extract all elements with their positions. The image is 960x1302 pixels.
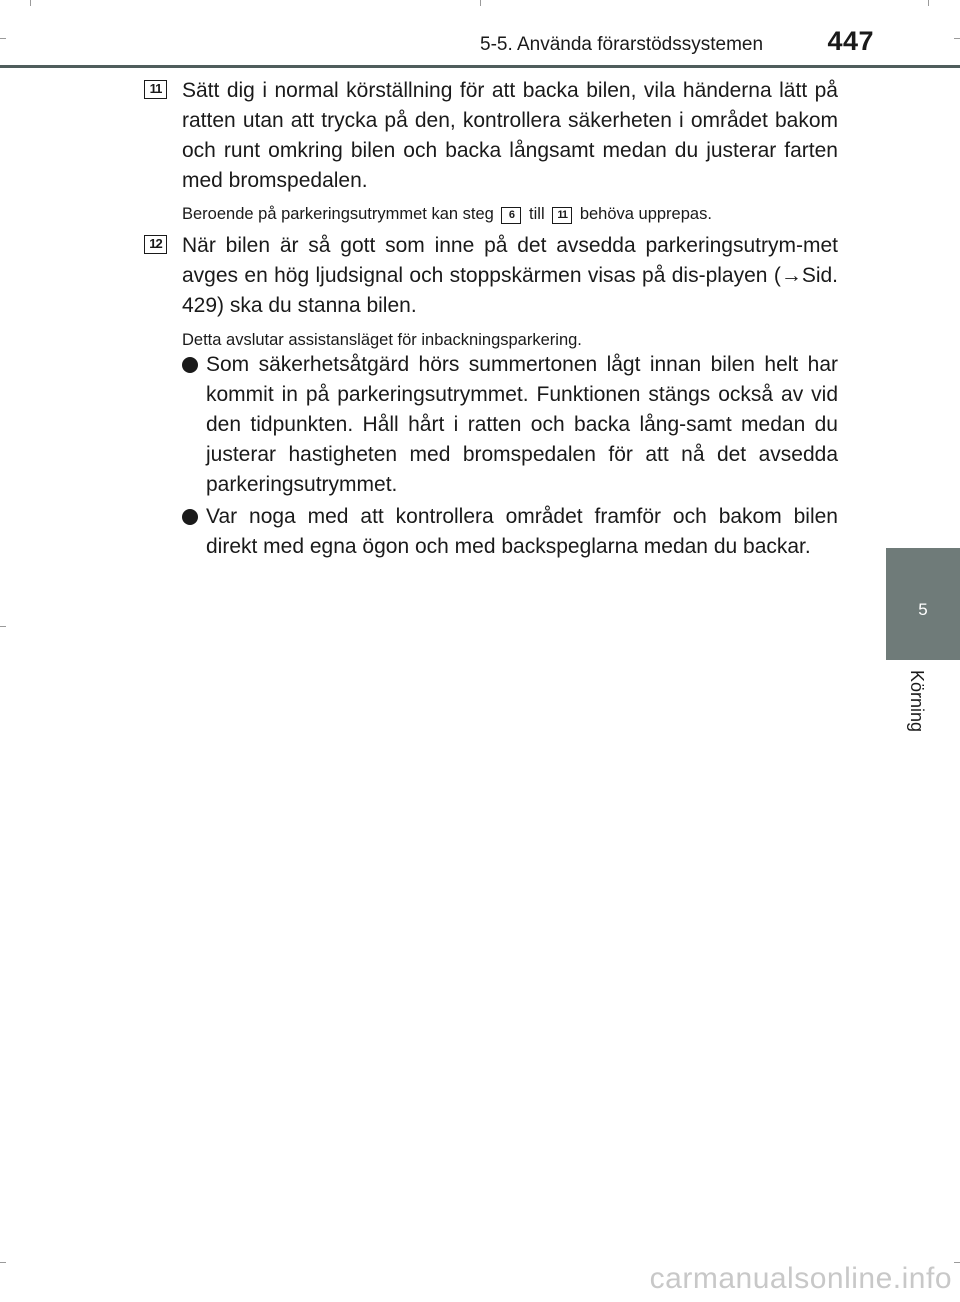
bullet-icon	[182, 509, 198, 525]
step-text: Sätt dig i normal körställning för att backa bilen, vila händerna lätt på ratten utan att trycka på den, kontrollera säkerheten i området bakom och runt omkring bilen och backa långsamt medan du justerar farten med bromspedalen.	[182, 79, 838, 192]
bullet-item	[182, 502, 838, 562]
step-note	[182, 203, 838, 225]
crop-mark	[0, 1262, 6, 1263]
crop-mark	[480, 0, 481, 6]
step-reference-badge: 11	[552, 207, 572, 224]
header-divider	[0, 65, 960, 68]
crop-mark	[0, 626, 6, 627]
crop-mark	[928, 0, 929, 6]
bullet-text: Var noga med att kontrollera området framför och bakom bilen direkt med egna ögon och med backspeglarna medan du backar.	[206, 505, 838, 558]
crop-mark	[954, 1262, 960, 1263]
step-number-badge: 12	[144, 235, 167, 254]
step-11	[144, 76, 838, 196]
step-text: När bilen är så gott som inne på det avsedda parkeringsutrym-met avges en hög ljudsignal och stoppskärmen visas på dis-playen (→Sid. 429) ska du stanna bilen.	[182, 234, 838, 317]
crop-mark	[0, 38, 6, 39]
chapter-tab-number: 5	[918, 600, 928, 619]
note-text: behöva upprepas.	[579, 205, 712, 223]
step-reference-badge: 6	[501, 207, 521, 224]
section-title: 5-5. Använda förarstödssystemen	[480, 34, 764, 55]
note-text: Beroende på parkeringsutrymmet kan steg	[182, 205, 494, 223]
page-number: 447	[827, 26, 874, 56]
step-12	[144, 231, 838, 321]
note-text: till	[529, 205, 545, 223]
bullet-item	[182, 350, 838, 500]
bullet-text: Som säkerhetsåtgärd hörs summertonen lågt innan bilen helt har kommit in på parkeringsutrymmet. Funktionen stängs också av vid den tidpunkten. Håll hårt i ratten och backa lång-samt medan du justerar hastigheten med bromspedalen för att nå det avsedda parkeringsutrymmet.	[206, 353, 838, 496]
watermark: carmanualsonline.info	[649, 1262, 952, 1295]
crop-mark	[30, 0, 31, 6]
step-note: Detta avslutar assistansläget för inbackningsparkering.	[182, 331, 582, 349]
crop-mark	[954, 38, 960, 39]
chapter-tab-label: Körning	[907, 670, 927, 733]
bullet-icon	[182, 357, 198, 373]
step-number-badge: 11	[144, 80, 167, 99]
